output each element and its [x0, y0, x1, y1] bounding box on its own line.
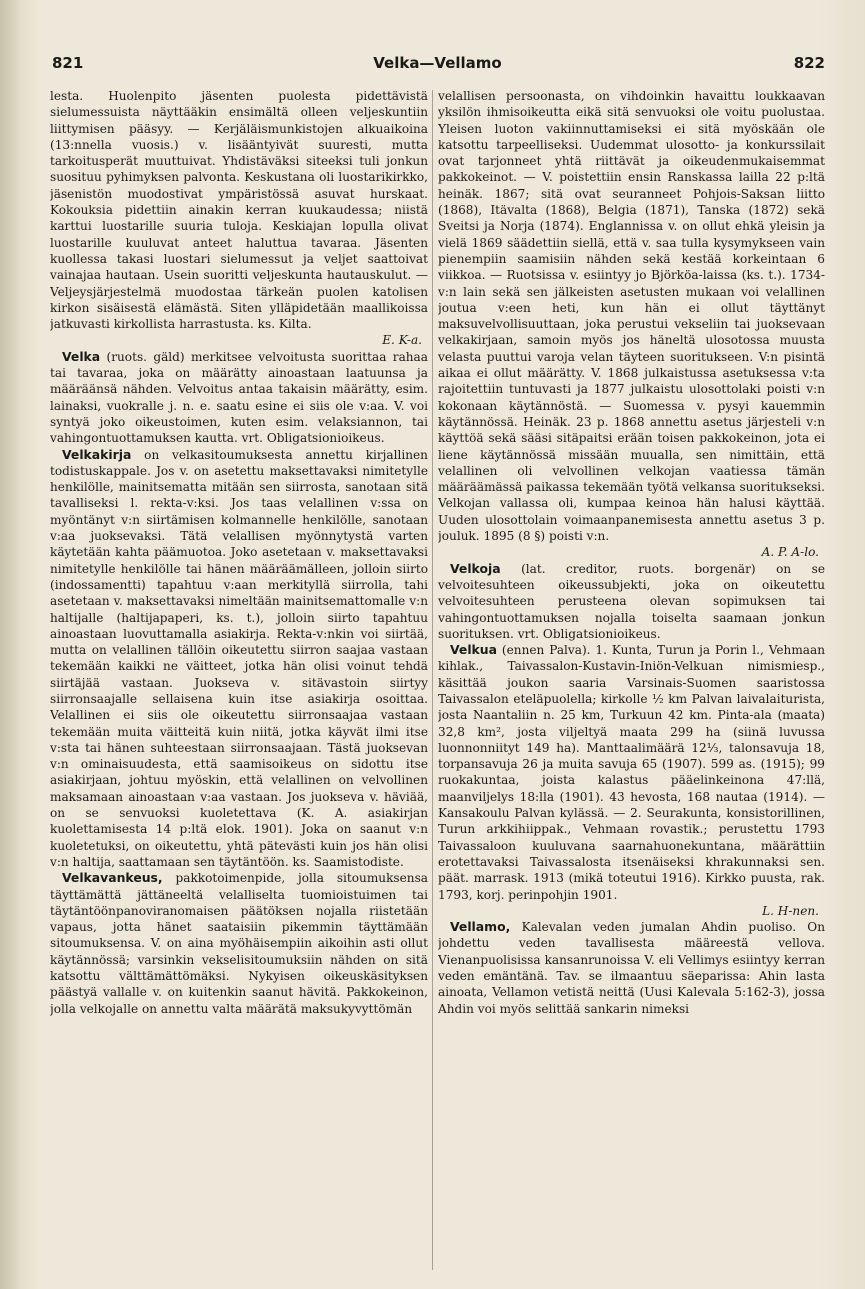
entry: Velkavankeus, pakkotoimenpide, jolla sitoumuksensa täyttämättä jättäneeltä velalliselta tuomioistuimen tai täytäntöönpanoviranomaisen päätöksen nojalla riistetään vapaus, jotta hänet saataisiin pikemmin täyttämään sitoumuksensa. V. on aina myöhäisempiin aikoihin asti ollut käytännössä; varsinkin vekselisitoumuksiin nähden on sitä katsottu välttämättömäksi. Nykyisen oikeuskäsityksen päästyä vallalle v. on kuitenkin saanut hävitä. Pakkokeinon, jolla velkojalle on annettu valta määrätä maksukyvyttömän [50, 870, 428, 1016]
entry-headword: Vellamo, [450, 919, 511, 935]
paragraph: velallisen persoonasta, on vihdoinkin havaittu loukkaavan yksilön ihmisoikeutta eikä sitä senvuoksi ole voitu puolustaa. Yleisen luoton vakiinnuttamiseksi ei sitä myöskään ole katsottu tarpeelliseksi. Uudemmat ulosotto- ja konkurssilait ovat tarjonneet yhtä riittävät ja oikeudenmukaisemmat pakkokeinot. — V. poistettiin ensin Ranskassa lailla 22 p:ltä heinäk. 1867; sitä ovat seuranneet Pohjois-Saksan liitto (1868), Itävalta (1868), Belgia (1871), Tanska (1872) sekä Sveitsi ja Norja (1874). Englannissa v. on ollut ehkä yleisin ja vielä 1869 säädettiin siellä, että v. saa tulla kysymykseen vain pienempiin saamisiin nähden sekä kestää korkeintaan 6 viikkoa. — Ruotsissa v. esiintyy jo Björköa-laissa (ks. t.). 1734-v:n lain sekä sen jälkeisten asetusten mukaan voi velallinen joutua v:een heti, kun hän ei ollut täyttänyt maksuvelvollisuuttaan, joka perustui vekseliin tai juoksevaan velkakirjaan, samoin myös jos häneltä ulosotossa muusta velasta puuttui varoja velan täyteen suoritukseen. V:n pisintä aikaa ei ollut määrätty. V. 1868 julkaistussa asetuksessa v:ta rajoitettiin tuntuvasti ja 1877 julkaistu ulosottolaki poisti v:n kokonaan käytännöstä. — Suomessa v. pysyi kauemmin käytännössä. Heinäk. 23 p. 1868 annettu asetus järjesteli v:n käyttöä sekä sääsi sitäpaitsi erään toisen pakkokeinon, jota ei liene käytännössä missään muualla, sen nimittäin, että velallinen oli velvollinen velkojan vaatiessa tämän määräämässä paikassa tekemään työtä velkansa suoritukseksi. Velkojan vallassa oli, kumpaa keinoa hän halusi käyttää. Uuden ulosottolain voimaanpanemisesta annettu asetus 3 p. jouluk. 1895 (8 §) poisti v:n. A. P. A-lo. [438, 89, 825, 560]
signature: A. P. A-lo. [761, 545, 819, 560]
entry-headword: Velkakirja [62, 446, 132, 462]
entry-headword: Velkua [450, 642, 497, 658]
entry: Velkakirja on velkasitoumuksesta annettu kirjallinen todistuskappale. Jos v. on asetettu maksettavaksi nimitetylle henkilölle, mainitsematta mitään sen siirrosta, sanotaan sitä tavalliseksi l. rekta-v:ksi. Jos taas velallinen v:ssa on myöntänyt v:n siirtämisen kolmannelle henkilölle, sanotaan v:aa juoksevaksi. Tätä velallisen myönnytystä varten käytetään kahta päämuotoa. Joko asetetaan v. maksettavaksi nimitetylle henkilölle tai hänen määräämälleen, jolloin siirto (indossamentti) tapahtuu v:aan merkityllä siirrolla, tahi asetetaan v. maksettavaksi nimeltään mainitsemattomalle v:n haltijalle (haltijapaperi, ks. t.), jolloin siirto tapahtuu ainoastaan luovuttamalla asiakirja. Rekta-v:nkin voi siirtää, mutta on velallinen tällöin oikeutettu siirron saajaa vastaan tekemään kaikki ne väitteet, jotka hän olisi voinut tehdä siirtäjää vastaan. Juokseva v. sitävastoin siirtyy siirronsaajalle sellaisena kuin itse asiakirja osoittaa. Velallinen ei siis ole oikeutettu siirronsaajaa vastaan tekemään muita väitteitä kuin niitä, jotka käyvät ilmi itse v:sta tai hänen suhteestaan siirronsaajaan. Tästä juoksevan v:n ominaisuudesta, että saamisoikeus on sidottu itse asiakirjaan, johtuu myöskin, että velallinen on velvollinen maksamaan ainoastaan v:aa vastaan. Jos juokseva v. häviää, on se senvuoksi kuoletettava (K. A. asiakirjan kuolettamisesta 14 p:ltä elok. 1901). Joka on saanut v:n kuoletetuksi, on oikeutettu, yhtä pätevästi kuin jos hän olisi v:n haltija, saattamaan sen täytäntöön. ks. Saamistodiste. [50, 446, 428, 869]
entry: Vellamo, Kalevalan veden jumalan Ahdin puoliso. On johdettu veden tavallisesta määreestä vellova. Vienanpuolisissa kansanrunoissa V. eli Vellimys esiintyy kerran veden emäntänä. Tav. se ilmaantuu säeparissa: Ahin lasta ainoata, Vellamon vetistä neittä (Uusi Kalevala 5:162-3), jossa Ahdin voi myös selittää sankarin nimeksi [438, 919, 825, 1016]
signature: L. H-nen. [762, 903, 819, 918]
entry-headword: Velkavankeus, [62, 870, 163, 886]
page-number-right: 822 [793, 54, 825, 72]
entry: Velka (ruots. gäld) merkitsee velvoitusta suorittaa rahaa tai tavaraa, joka on määrätty ainoastaan laatuunsa ja määräänsä nähden. Velvoitus antaa takaisin määrätty, esim. lainaksi, vuokralle j. n. e. saatu esine ei siis ole v:aa. V. voi syntyä joko oikeustoimen, kuten esim. velaksiannon, tai vahingontuottamuksen kautta. vrt. Obligatsionioikeus. [50, 348, 428, 446]
page-number-left: 821 [52, 54, 84, 72]
entry: Velkua (ennen Palva). 1. Kunta, Turun ja Porin l., Vehmaan kihlak., Taivassalon-Kustavin-Iniön-Velkuan nimismiesp., käsittää joukon saaria Varsinais-Suomen saaristossa Taivassalon eteläpuolella; kirkolle ½ km Palvan laivalaiturista, josta Naantaliin n. 25 km, Turkuun 42 km. Pinta-ala (maata) 32,8 km², josta viljeltyä maata 299 ha (siinä luvussa luonnonniityt 149 ha). Manttaalimäärä 12⅓, talonsavuja 18, torpansavuja 26 ja muita savuja 65 (1907). 599 as. (1915); 99 ruokakuntaa, joista kalastus pääelinkeinona 47:llä, maanviljelys 18:lla (1901). 43 hevosta, 168 nautaa (1914). — Kansakoulu Palvan kylässä. — 2. Seurakunta, konsistorillinen, Turun arkkihiippak., Vehmaan rovastik.; perustettu 1793 Taivassaloon kuuluvana saarnahuonekuntana, määrättiin erotettavaksi Taivassalosta itsenäiseksi khrakunnaksi sen. päät. marrask. 1913 (mikä toteutui 1916). Kirkko puusta, rak. 1793, korj. perinpohjin 1901. L. H-nen. [438, 642, 825, 918]
right-column [438, 88, 825, 1283]
paragraph: lesta. Huolenpito jäsenten puolesta pidettävistä sielumessuista näyttääkin ensimältä olleen veljeskuntiin liittymisen pääsyy. — Kerjäläismunkistojen alkuaikoina (13:nnella vuosis.) v. lisääntyivät suuresti, mutta tarkoitusperät muuttuivat. Yhdistäväksi siteeksi tuli jonkun suosituu pyhimyksen palvonta. Keskustana oli luostarikirkko, jäsenistön muodostivat ympäristössä asuvat hurskaat. Kokouksia pidettiin ainakin kerran kuukaudessa; niistä karttui luostarille suuria tuloja. Keskiajan lopulla olivat luostarille kuuluvat anteet haluttua tavaraa. Jäsenten kuollessa takasi luostari sielumessut ja veljet saattoivat vainajaa hautaan. Usein suoritti veljeskunta hautauskulut. — Veljeysjärjestelmä muodostaa tärkeän puolen katolisen kirkon sisäisestä elämästä. Siten ylläpidetään maallikoissa jatkuvasti kirkollista harrastusta. ks. Kilta. E. K-a. [50, 89, 428, 348]
column-divider [432, 90, 433, 1270]
running-title: Velka—Vellamo [373, 54, 502, 72]
left-column [50, 88, 428, 1283]
signature: E. K-a. [382, 333, 422, 348]
running-head [50, 54, 825, 76]
entry-headword: Velkoja [450, 560, 501, 576]
entry-headword: Velka [62, 348, 101, 364]
entry: Velkoja (lat. creditor, ruots. borgenär) on se velvoitesuhteen oikeussubjekti, joka on oikeutettu velvoitesuhteen perusteena olevan sopimuksen tai vahingontuottamuksen nojalla toiselta saamaan jonkun suorituksen. vrt. Obligatsionioikeus. [438, 560, 825, 641]
